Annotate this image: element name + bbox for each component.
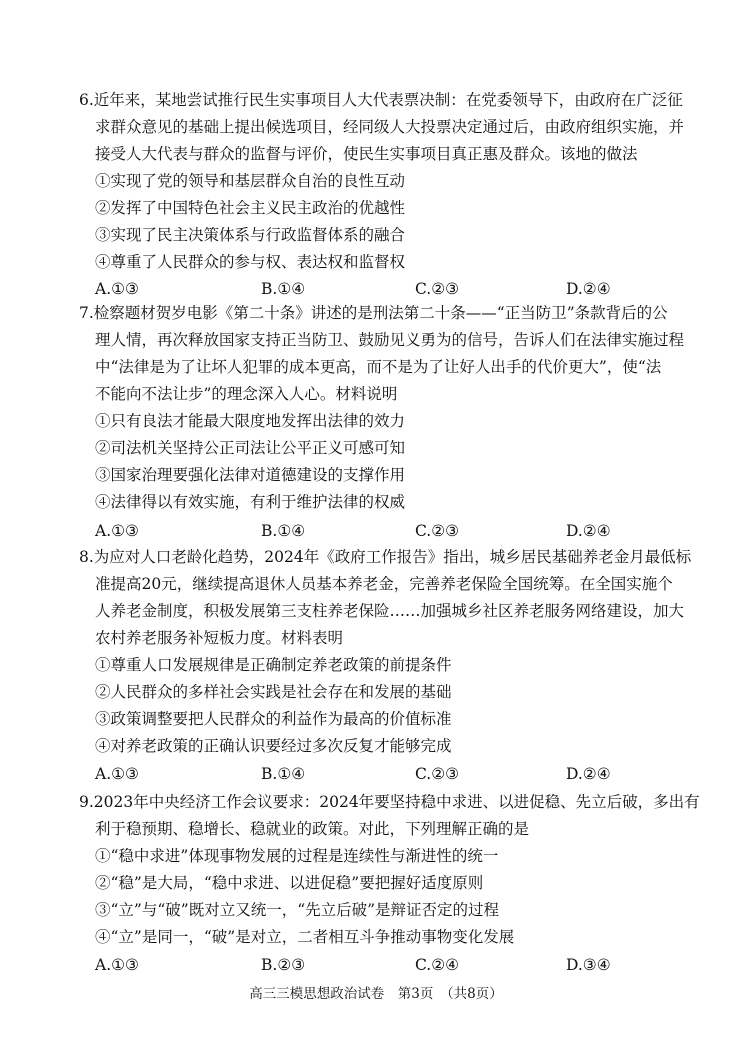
choice-d: D.③④ (566, 956, 611, 974)
choice-d: D.②④ (566, 522, 611, 540)
choice-c: C.②③ (415, 522, 460, 540)
question-stem-line: 准提高20元，继续提高退休人员基本养老金，完善养老保险全国统筹。在全国实施个 (95, 575, 673, 593)
choice-c: C.②④ (415, 956, 460, 974)
option-statement: ③国家治理要强化法律对道德建设的支撑作用 (95, 466, 406, 484)
question-stem-line: 接受人大代表与群众的监督与评价，使民生实事项目真正惠及群众。该地的做法 (95, 145, 638, 163)
question-stem-line: 求群众意见的基础上提出候选项目，经同级人大投票决定通过后，由政府组织实施，并 (95, 118, 685, 136)
option-statement: ②人民群众的多样社会实践是社会存在和发展的基础 (95, 683, 452, 701)
choice-b: B.①④ (261, 280, 306, 298)
choice-b: B.②③ (261, 956, 306, 974)
option-statement: ②“稳”是大局，“稳中求进、以进促稳”要把握好适度原则 (95, 874, 484, 892)
question-stem-line: 理人情，再次释放国家支持正当防卫、鼓励见义勇为的信号，告诉人们在法律实施过程 (95, 331, 685, 349)
choice-d: D.②④ (566, 765, 611, 783)
option-statement: ①“稳中求进”体现事物发展的过程是连续性与渐进性的统一 (95, 847, 499, 865)
choice-a: A.①③ (95, 765, 139, 783)
choice-d: D.②④ (566, 280, 611, 298)
question-stem-line: 9.2023年中央经济工作会议要求：2024年要坚持稳中求进、以进促稳、先立后破，多出有 (79, 793, 700, 811)
question-stem-line: 7.检察题材贺岁电影《第二十条》讲述的是刑法第二十条——“正当防卫”条款背后的公 (79, 304, 668, 322)
option-statement: ①实现了党的领导和基层群众自治的良性互动 (95, 172, 406, 190)
question-stem-line: 农村养老服务补短板力度。材料表明 (95, 629, 344, 647)
question-stem-line: 不能向不法让步”的理念深入人心。材料说明 (95, 385, 398, 403)
choice-b: B.①④ (261, 765, 306, 783)
page-footer: 高三三模思想政治试卷 第3页 （共8页） (249, 986, 503, 1002)
choice-a: A.①③ (95, 280, 139, 298)
option-statement: ③“立”与“破”既对立又统一，“先立后破”是辩证否定的过程 (95, 901, 500, 919)
option-statement: ①只有良法才能最大限度地发挥出法律的效力 (95, 412, 406, 430)
question-stem-line: 人养老金制度，积极发展第三支柱养老保险……加强城乡社区养老服务网络建设，加大 (95, 602, 685, 620)
option-statement: ③实现了民主决策体系与行政监督体系的融合 (95, 226, 406, 244)
choice-c: C.②③ (415, 765, 460, 783)
option-statement: ①尊重人口发展规律是正确制定养老政策的前提条件 (95, 656, 452, 674)
question-stem-line: 中“法律是为了让坏人犯罪的成本更高，而不是为了让好人出手的代价更大”，使“法 (95, 358, 662, 376)
question-stem-line: 8.为应对人口老龄化趋势，2024年《政府工作报告》指出，城乡居民基础养老金月最低标 (79, 548, 692, 566)
option-statement: ②司法机关坚持公正司法让公平正义可感可知 (95, 439, 406, 457)
option-statement: ④“立”是同一，“破”是对立，二者相互斗争推动事物变化发展 (95, 928, 515, 946)
option-statement: ③政策调整要把人民群众的利益作为最高的价值标准 (95, 710, 452, 728)
choice-a: A.①③ (95, 522, 139, 540)
choice-b: B.①④ (261, 522, 306, 540)
choice-a: A.①③ (95, 956, 139, 974)
choice-c: C.②③ (415, 280, 460, 298)
question-stem-line: 利于稳预期、稳增长、稳就业的政策。对此，下列理解正确的是 (95, 820, 530, 838)
question-stem-line: 6.近年来，某地尝试推行民生实事项目人大代表票决制：在党委领导下，由政府在广泛征 (79, 91, 683, 109)
option-statement: ②发挥了中国特色社会主义民主政治的优越性 (95, 199, 406, 217)
option-statement: ④对养老政策的正确认识要经过多次反复才能够完成 (95, 737, 452, 755)
option-statement: ④尊重了人民群众的参与权、表达权和监督权 (95, 253, 406, 271)
option-statement: ④法律得以有效实施，有利于维护法律的权威 (95, 493, 406, 511)
